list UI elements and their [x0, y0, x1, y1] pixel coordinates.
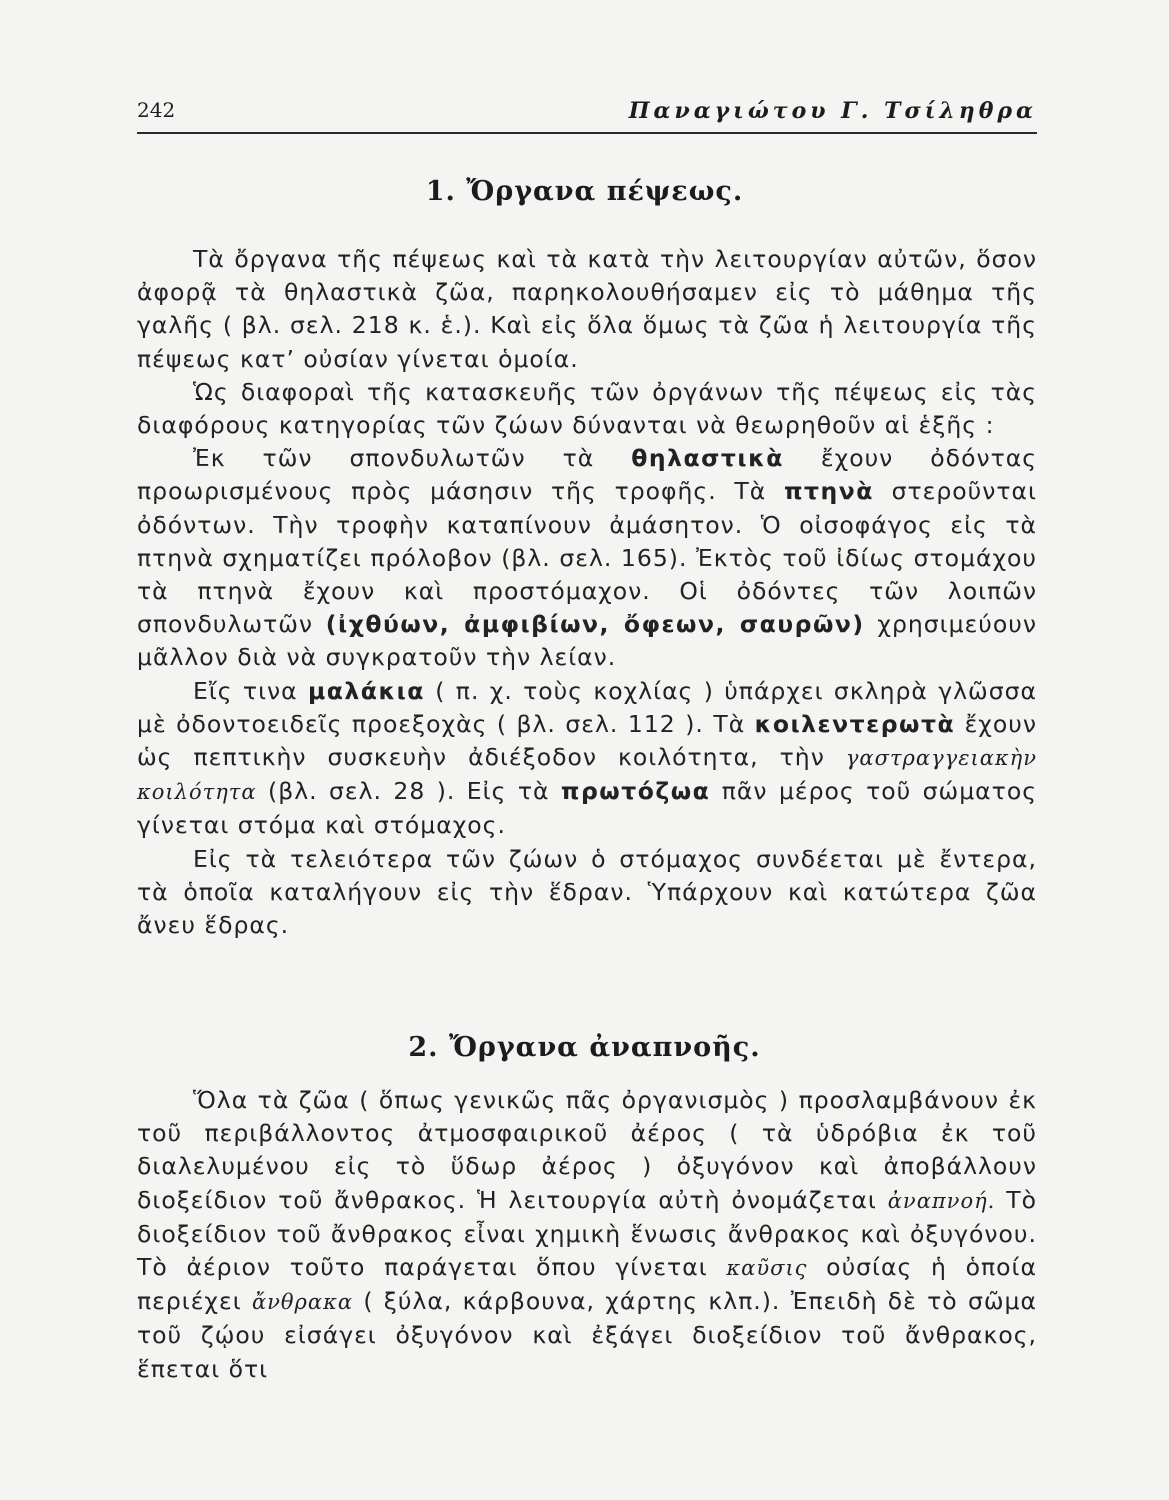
italic-term: καῦσις — [726, 1256, 808, 1281]
bold-term: μαλάκια — [308, 676, 425, 705]
text-run: (βλ. σελ. 28 ). Εἰς τὰ — [256, 777, 561, 806]
page-number: 242 — [137, 98, 176, 122]
text-run: στεροῦνται ὀδόντων. Τὴν τροφὴν καταπίνουν ἀμάσητον. Ὁ οἰσοφάγος εἰς τὰ πτηνὰ σχηματίζει πρόλοβον (βλ. σελ. 165). Ἐκτὸς τοῦ ἰδίως στομάχου τὰ πτηνὰ ἔχουν καὶ προστόμαχον. Οἱ ὀδόντες τῶν λοιπῶν σπονδυλωτῶν — [137, 477, 1037, 639]
running-head: Παναγιώτου Γ. Τσίληθρα — [628, 98, 1037, 124]
text-run: Τὸ διοξείδιον τοῦ ἄνθρακος εἶναι χημικὴ ἕνωσις ἄνθρακος καὶ ὀξυγόνου. Τὸ ἀέριον τοῦτο παράγεται ὅπου γίνεται — [137, 1185, 1037, 1282]
italic-term: γαστραγγειακὴν κοιλότητα — [137, 746, 1037, 805]
section-body-respiration — [137, 1084, 1037, 1386]
bold-term: πρωτόζωα — [560, 777, 711, 806]
paragraph — [137, 1084, 1037, 1386]
text-run: Ἐκ τῶν σπονδυλωτῶν τὰ — [193, 444, 632, 473]
text-run: χρησιμεύουν μᾶλλον διὰ νὰ συγκρατοῦν τὴν λείαν. — [137, 610, 1037, 672]
text-run: ἔχουν ὀδόντας προωρισμένους πρὸς μάσησιν τῆς τροφῆς. Τὰ — [137, 444, 1037, 506]
section-title-respiration: 2. Ὄργανα ἀναπνοῆς. — [408, 1032, 761, 1063]
italic-term: ἄνθρακα — [251, 1290, 354, 1315]
paragraph: Εἰς τὰ τελειότερα τῶν ζώων ὁ στόμαχος συνδέεται μὲ ἔντερα, τὰ ὁποῖα καταλήγουν εἰς τὴν ἕδραν. Ὑπάρχουν καὶ κατώτερα ζῶα ἄνευ ἕδρας. — [137, 844, 1037, 940]
page-header — [137, 92, 1037, 134]
bold-term: πτηνὰ — [783, 477, 874, 506]
paragraph — [137, 675, 1037, 843]
bold-term: κοιλεντερωτὰ — [754, 709, 956, 738]
text-run: ἔχουν ὡς πεπτικὴν συσκευὴν ἀδιέξοδον κοιλότητα, τὴν — [137, 709, 1037, 772]
section-body-digestion — [137, 243, 1037, 942]
text-run: Ὅλα τὰ ζῶα ( ὅπως γενικῶς πᾶς ὀργανισμὸς ) προσλαμβάνουν ἐκ τοῦ περιβάλλοντος ἀτμοσφαιρικοῦ ἀέρος ( τὰ ὑδρόβια ἐκ τοῦ διαλελυμένου εἰς τὸ ὕδωρ ἀέρος ) ὀξυγόνον καὶ ἀποβάλλουν διοξείδιον τοῦ ἄνθρακος. Ἡ λειτουργία αὐτὴ ὀνομάζεται — [137, 1086, 1037, 1214]
text-run: πᾶν μέρος τοῦ σώματος γίνεται στόμα καὶ στόμαχος. — [137, 777, 1037, 840]
paragraph: Ὡς διαφοραὶ τῆς κατασκευῆς τῶν ὀργάνων τῆς πέψεως εἰς τὰς διαφόρους κατηγορίας τῶν ζώων δύνανται νὰ θεωρηθοῦν αἱ ἑξῆς : — [137, 377, 1037, 440]
text-run: ( ξύλα, κάρβουνα, χάρτης κλπ.). Ἐπειδὴ δὲ τὸ σῶμα τοῦ ζῴου εἰσάγει ὀξυγόνον καὶ ἐξάγει διοξείδιον τοῦ ἄνθρακος, ἕπεται ὅτι — [137, 1287, 1037, 1383]
italic-term: ἀναπνοή. — [887, 1188, 996, 1213]
text-run: ( π. χ. τοὺς κοχλίας ) ὑπάρχει σκληρὰ γλῶσσα μὲ ὀδοντοειδεῖς προεξοχὰς ( βλ. σελ. 112 ). Τὰ — [137, 676, 1037, 738]
bold-term: θηλαστικὰ — [631, 444, 784, 473]
paragraph — [137, 442, 1037, 674]
text-run: οὐσίας ἡ ὁποία περιέχει — [137, 1253, 1037, 1316]
text-run: Εἴς τινα — [193, 676, 308, 705]
section-title-digestion: 1. Ὄργανα πέψεως. — [425, 176, 744, 207]
paragraph: Τὰ ὄργανα τῆς πέψεως καὶ τὰ κατὰ τὴν λειτουργίαν αὐτῶν, ὅσον ἀφορᾷ τὰ θηλαστικὰ ζῶα, παρηκολουθήσαμεν εἰς τὸ μάθημα τῆς γαλῆς ( βλ. σελ. 218 κ. ἑ.). Καὶ εἰς ὅλα ὅμως τὰ ζῶα ἡ λειτουργία τῆς πέψεως κατ’ οὐσίαν γίνεται ὁμοία. — [137, 245, 1037, 373]
bold-term: (ἰχθύων, ἀμφιβίων, ὄφεων, σαυρῶν) — [325, 610, 865, 639]
